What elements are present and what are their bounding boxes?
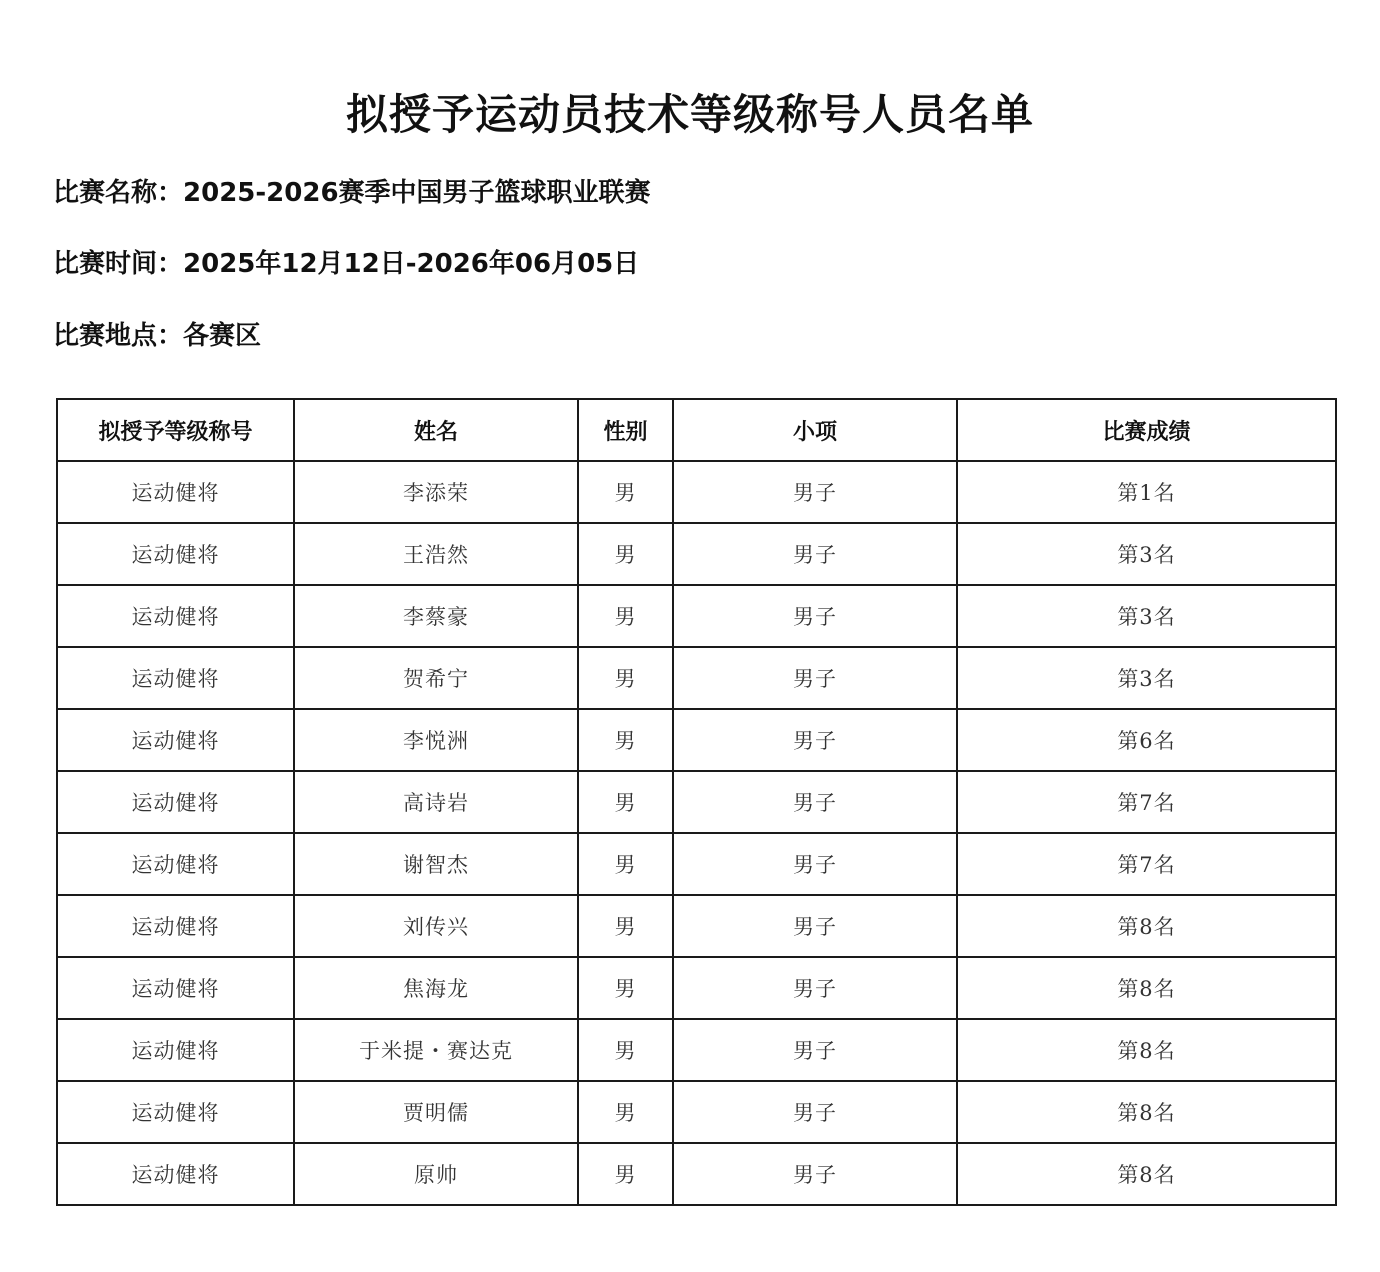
competition-place-line [53,315,261,352]
competition-name-label: 比赛名称： [53,178,184,208]
competition-place-value: 各赛区 [183,321,262,351]
competition-name-line [53,172,651,209]
cell-result: 第3名 [957,647,1336,709]
header-name: 姓名 [294,399,578,461]
table-row [57,895,1336,957]
cell-gender: 男 [578,709,673,771]
table-row [57,1019,1336,1081]
competition-name-value: 2025-2026赛季中国男子篮球职业联赛 [183,178,651,208]
cell-result: 第7名 [957,771,1336,833]
table-row [57,1143,1336,1205]
cell-name: 于米提・赛达克 [294,1019,578,1081]
cell-name: 刘传兴 [294,895,578,957]
athlete-roster-table [56,398,1337,1206]
competition-time-label: 比赛时间： [53,249,184,279]
table-row [57,1081,1336,1143]
cell-event: 男子 [673,957,957,1019]
header-result: 比赛成绩 [957,399,1336,461]
cell-grade-title: 运动健将 [57,1081,294,1143]
cell-result: 第8名 [957,1081,1336,1143]
cell-result: 第7名 [957,833,1336,895]
table-row [57,461,1336,523]
table-row [57,647,1336,709]
cell-grade-title: 运动健将 [57,833,294,895]
cell-name: 贺希宁 [294,647,578,709]
table-row [57,585,1336,647]
cell-event: 男子 [673,1143,957,1205]
cell-gender: 男 [578,585,673,647]
cell-name: 李悦洲 [294,709,578,771]
header-event: 小项 [673,399,957,461]
cell-result: 第6名 [957,709,1336,771]
table-header-row [57,399,1336,461]
cell-name: 贾明儒 [294,1081,578,1143]
table-row [57,957,1336,1019]
cell-gender: 男 [578,523,673,585]
competition-time-line [53,243,639,280]
cell-name: 李蔡豪 [294,585,578,647]
table-row [57,709,1336,771]
cell-event: 男子 [673,461,957,523]
cell-event: 男子 [673,1019,957,1081]
cell-result: 第8名 [957,1019,1336,1081]
cell-gender: 男 [578,833,673,895]
cell-event: 男子 [673,895,957,957]
cell-grade-title: 运动健将 [57,1019,294,1081]
cell-grade-title: 运动健将 [57,771,294,833]
cell-result: 第3名 [957,585,1336,647]
cell-grade-title: 运动健将 [57,461,294,523]
cell-gender: 男 [578,647,673,709]
cell-grade-title: 运动健将 [57,709,294,771]
header-gender: 性别 [578,399,673,461]
cell-grade-title: 运动健将 [57,585,294,647]
cell-event: 男子 [673,771,957,833]
cell-gender: 男 [578,1019,673,1081]
cell-event: 男子 [673,709,957,771]
cell-gender: 男 [578,1143,673,1205]
cell-event: 男子 [673,647,957,709]
cell-grade-title: 运动健将 [57,523,294,585]
cell-gender: 男 [578,957,673,1019]
cell-result: 第8名 [957,1143,1336,1205]
cell-name: 李添荣 [294,461,578,523]
cell-name: 原帅 [294,1143,578,1205]
competition-place-label: 比赛地点： [53,321,184,351]
cell-name: 焦海龙 [294,957,578,1019]
table-row [57,833,1336,895]
competition-time-value: 2025年12月12日-2026年06月05日 [183,249,640,279]
cell-name: 王浩然 [294,523,578,585]
cell-event: 男子 [673,1081,957,1143]
cell-grade-title: 运动健将 [57,647,294,709]
table-row [57,771,1336,833]
cell-grade-title: 运动健将 [57,895,294,957]
cell-name: 谢智杰 [294,833,578,895]
cell-result: 第8名 [957,957,1336,1019]
cell-grade-title: 运动健将 [57,957,294,1019]
cell-gender: 男 [578,895,673,957]
cell-event: 男子 [673,523,957,585]
cell-gender: 男 [578,1081,673,1143]
cell-gender: 男 [578,771,673,833]
table-row [57,523,1336,585]
document-title: 拟授予运动员技术等级称号人员名单 [345,90,1034,139]
cell-gender: 男 [578,461,673,523]
header-grade-title: 拟授予等级称号 [57,399,294,461]
cell-name: 高诗岩 [294,771,578,833]
cell-event: 男子 [673,833,957,895]
cell-grade-title: 运动健将 [57,1143,294,1205]
cell-result: 第8名 [957,895,1336,957]
cell-result: 第1名 [957,461,1336,523]
cell-event: 男子 [673,585,957,647]
cell-result: 第3名 [957,523,1336,585]
